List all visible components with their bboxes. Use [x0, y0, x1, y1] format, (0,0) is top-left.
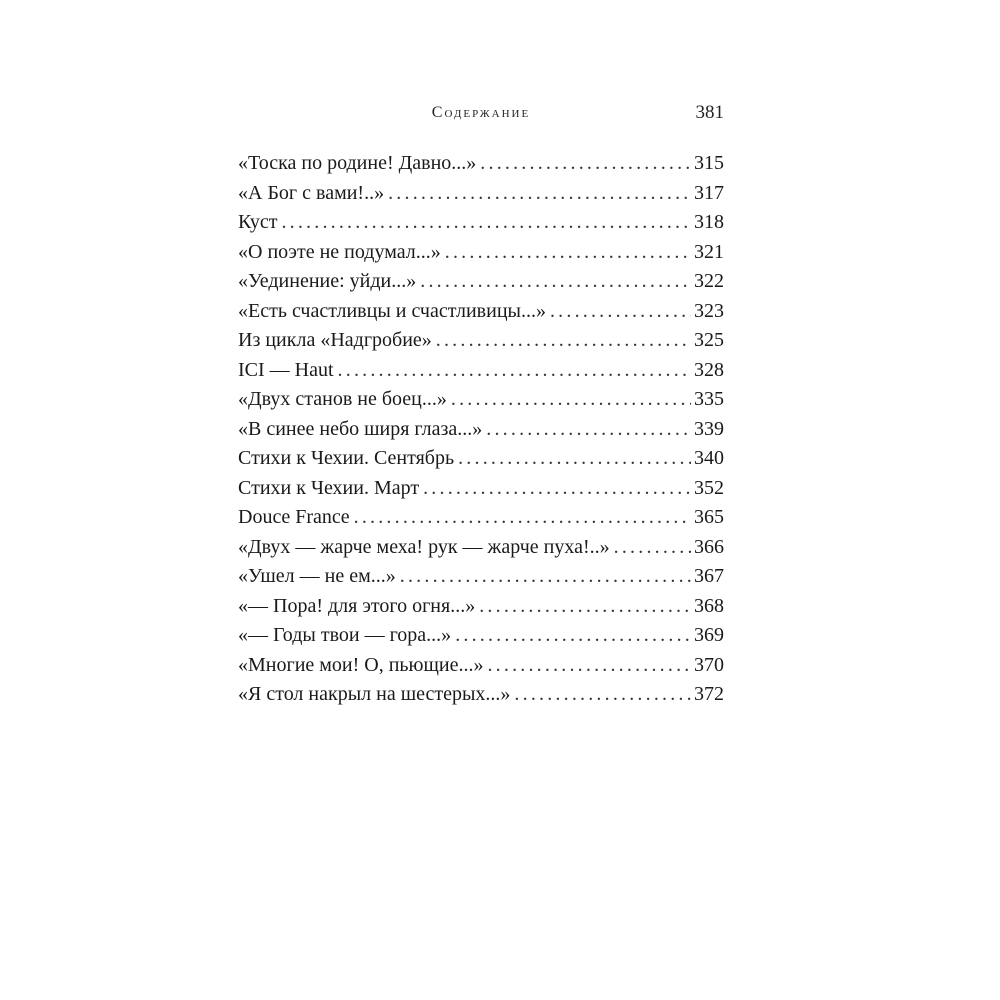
toc-entry-page: 328 [694, 358, 724, 381]
toc-entry-title: «А Бог с вами!..» [238, 181, 385, 204]
toc-dot-leader [281, 208, 691, 238]
toc-entry-title: Куст [238, 211, 278, 233]
toc-entry [238, 533, 724, 563]
toc-dot-leader [486, 415, 691, 445]
toc-entry-page: 335 [694, 388, 724, 410]
toc-entry-title: «Двух станов не боец...» [238, 388, 447, 410]
toc-dot-leader [420, 267, 691, 297]
toc-entry [238, 592, 724, 622]
toc-entry-title: ICI — Haut [238, 358, 334, 381]
toc-entry-page: 321 [694, 240, 724, 263]
toc-entry-title: «Многие мои! О, пьющие...» [238, 653, 484, 676]
toc-entry [238, 415, 724, 445]
toc-entry-title: Из цикла «Надгробие» [238, 329, 432, 351]
table-of-contents [238, 149, 724, 710]
page-number: 381 [695, 102, 724, 123]
toc-entry-page: 339 [694, 417, 724, 440]
toc-dot-leader [445, 238, 691, 268]
toc-dot-leader [480, 149, 691, 179]
toc-entry [238, 179, 724, 209]
toc-entry-title: Douce France [238, 506, 350, 528]
toc-entry-title: Стихи к Чехии. Март [238, 476, 420, 499]
toc-entry-page: 370 [694, 653, 724, 676]
toc-dot-leader [479, 592, 691, 622]
toc-entry-page: 340 [694, 447, 724, 469]
toc-entry [238, 562, 724, 592]
toc-entry [238, 149, 724, 179]
toc-dot-leader [423, 474, 691, 504]
toc-entry-title: «В синее небо ширя глаза...» [238, 417, 483, 440]
toc-entry-page: 322 [694, 270, 724, 292]
toc-entry [238, 208, 724, 238]
toc-entry-page: 325 [694, 329, 724, 351]
toc-entry-title: «Есть счастливцы и счастливицы...» [238, 299, 546, 322]
toc-entry-page: 318 [694, 211, 724, 233]
toc-dot-leader [487, 651, 691, 681]
toc-entry [238, 621, 724, 651]
toc-entry-page: 365 [694, 506, 724, 528]
toc-entry [238, 297, 724, 327]
toc-dot-leader [514, 680, 691, 710]
toc-dot-leader [436, 326, 691, 356]
toc-dot-leader [338, 356, 691, 386]
toc-entry-title: «О поэте не подумал...» [238, 240, 441, 263]
toc-entry-title: «Ушел — не ем...» [238, 565, 396, 587]
toc-entry-title: Стихи к Чехии. Сентябрь [238, 447, 455, 469]
toc-entry-page: 372 [694, 683, 724, 705]
toc-entry-title: «Уединение: уйди...» [238, 270, 417, 292]
toc-entry [238, 385, 724, 415]
toc-entry-title: «Двух — жарче меха! рук — жарче пуха!..» [238, 535, 610, 558]
toc-entry-page: 315 [694, 152, 724, 174]
toc-dot-leader [458, 444, 691, 474]
toc-entry-page: 323 [694, 299, 724, 322]
toc-entry [238, 503, 724, 533]
toc-entry [238, 238, 724, 268]
toc-dot-leader [354, 503, 691, 533]
toc-dot-leader [388, 179, 691, 209]
running-head [238, 104, 724, 130]
toc-entry-title: «Тоска по родине! Давно...» [238, 152, 477, 174]
toc-entry-page: 366 [694, 535, 724, 558]
toc-dot-leader [451, 385, 691, 415]
toc-entry [238, 356, 724, 386]
toc-entry-page: 352 [694, 476, 724, 499]
toc-dot-leader [550, 297, 691, 327]
toc-entry-page: 367 [694, 565, 724, 587]
toc-entry [238, 326, 724, 356]
toc-entry-page: 317 [694, 181, 724, 204]
toc-entry-title: «Я стол накрыл на шестерых...» [238, 683, 511, 705]
toc-dot-leader [400, 562, 691, 592]
toc-entry [238, 444, 724, 474]
toc-entry-page: 369 [694, 624, 724, 646]
toc-entry [238, 651, 724, 681]
toc-entry-title: «— Пора! для этого огня...» [238, 594, 476, 617]
toc-entry [238, 680, 724, 710]
toc-entry [238, 474, 724, 504]
toc-dot-leader [455, 621, 691, 651]
toc-dot-leader [614, 533, 691, 563]
toc-entry-title: «— Годы твои — гора...» [238, 624, 452, 646]
toc-entry-page: 368 [694, 594, 724, 617]
toc-entry [238, 267, 724, 297]
section-title: Содержание [431, 104, 531, 121]
